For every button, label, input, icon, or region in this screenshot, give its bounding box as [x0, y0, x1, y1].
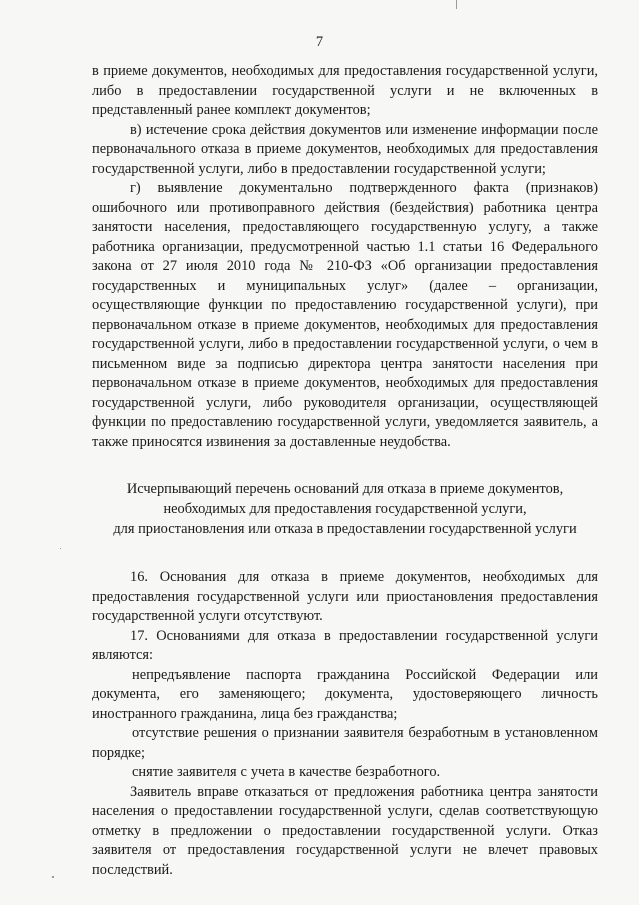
list-item: отсутствие решения о признании заявителя безработным в установленном порядке;: [92, 725, 598, 761]
paragraph-final: Заявитель вправе отказаться от предложения работника центра занятости населения о предоставлении государственной услуги, сделав соответствующую отметку в предложении о предоставлении государственной услуги. Отказ заявителя от предоставления государственной услуги не влечет правовых последствий.: [92, 783, 598, 878]
paragraph-item-v: в) истечение срока действия документов или изменение информации после первоначального отказа в приеме документов, необходимых для предоставления государственной услуги, либо в предоставлении государственной услуги;: [92, 121, 598, 177]
paragraph-17: 17. Основаниями для отказа в предоставлении государственной услуги являются:: [92, 627, 598, 664]
heading-line: Исчерпывающий перечень оснований для отказа в приеме документов,: [126, 481, 564, 497]
page-number: 7: [315, 34, 324, 50]
heading-line: для приостановления или отказа в предоставлении государственной услуги: [113, 520, 577, 537]
paragraph-item-g: г) выявление документально подтвержденного факта (признаков) ошибочного или противоправного действия (бездействия) работника центра занятости населения, предоставляющего государственную услугу, а также работника организации, предусмотренной частью 1.1 статьи 16 Федерального закона от 27 июля 2010 года № 210-ФЗ «Об организации предоставления государственных и муниципальных услуг» (далее – организации, осуществляющие функции по предоставлению государственной услуги), при первоначальном отказе в приеме документов, необходимых для предоставления государственной услуги, либо в предоставлении государственной услуги, о чем в письменном виде за подписью директора центра занятости населения при первоначальном отказе в приеме документов, необходимых для предоставления государственной услуги, либо руководителя организации, осуществляющей функции по предоставлению государственной услуги, уведомляется заявитель, а также приносятся извинения за доставленные неудобства.: [92, 180, 598, 450]
scan-artifact-dot: [60, 548, 61, 549]
paragraph-continuation: в приеме документов, необходимых для предоставления государственной услуги, либо в предоставлении государственной услуги и не включенных в представленный ранее комплект документов;: [92, 63, 598, 118]
document-body: [92, 62, 598, 880]
section-heading: [92, 480, 598, 539]
paragraph-16: 16. Основания для отказа в приеме документов, необходимых для предоставления государственной услуги или приостановления предоставления государственной услуги отсутствуют.: [92, 569, 598, 625]
scan-artifact-dot: [52, 876, 54, 878]
list-item: снятие заявителя с учета в качестве безработного.: [132, 764, 441, 781]
list-item: непредъявление паспорта гражданина Российской Федерации или документа, его заменяющего; документа, удостоверяющего личность иностранного гражданина, лица без гражданства;: [92, 666, 598, 722]
heading-line: необходимых для предоставления государственной услуги,: [163, 500, 527, 517]
scan-artifact-line: [456, 0, 457, 9]
